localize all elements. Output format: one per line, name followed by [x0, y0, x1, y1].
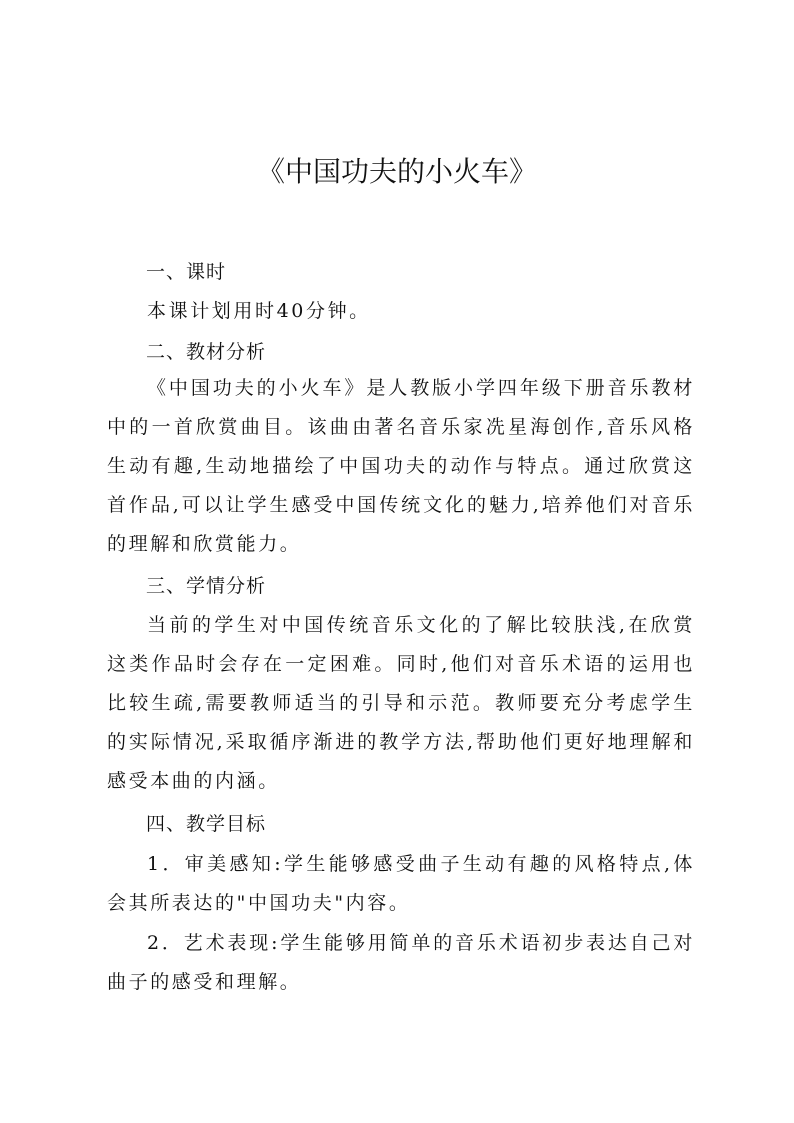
document-title: 《中国功夫的小火车》	[256, 155, 537, 188]
paragraph-goal-artistic: 2．艺术表现:学生能够用简单的音乐术语初步表达自己对曲子的感受和理解。	[107, 932, 695, 993]
paragraph-material-analysis: 《中国功夫的小火车》是人教版小学四年级下册音乐教材中的一首欣赏曲目。该曲由著名音乐家冼星海创作,音乐风格生动有趣,生动地描绘了中国功夫的动作与特点。通过欣赏这首作品,可以让学生感受中国传统文化的魅力,培养他们对音乐的理解和欣赏能力。	[107, 377, 695, 555]
section-heading-student-analysis: 三、学情分析	[146, 575, 267, 597]
paragraph-goal-aesthetic: 1．审美感知:学生能够感受曲子生动有趣的风格特点,体会其所表达的"中国功夫"内容。	[107, 853, 695, 914]
paragraph-lesson-time: 本课计划用时40分钟。	[147, 300, 371, 322]
section-heading-material-analysis: 二、教材分析	[146, 341, 267, 363]
section-heading-lesson-time: 一、课时	[146, 261, 227, 283]
section-heading-teaching-goals: 四、教学目标	[146, 813, 267, 835]
paragraph-student-analysis: 当前的学生对中国传统音乐文化的了解比较肤浅,在欣赏这类作品时会存在一定困难。同时,他们对音乐术语的运用也比较生疏,需要教师适当的引导和示范。教师要充分考虑学生的实际情况,采取循序渐进的教学方法,帮助他们更好地理解和感受本曲的内涵。	[107, 614, 695, 792]
